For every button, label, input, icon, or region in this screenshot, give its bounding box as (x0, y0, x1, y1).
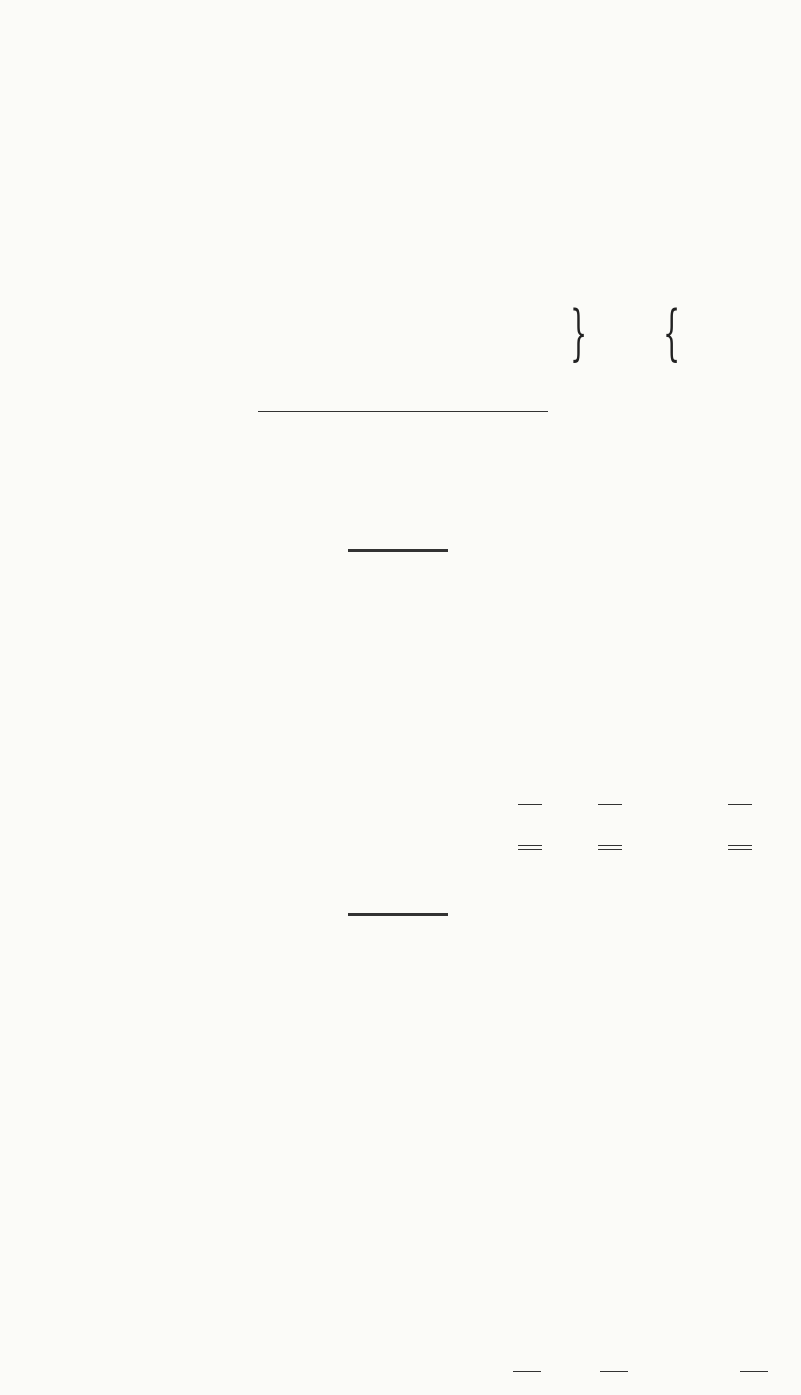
double-rule (598, 845, 622, 846)
brace-left-icon: { (663, 298, 681, 368)
double-rule (518, 845, 542, 846)
sum-rule (740, 1371, 768, 1372)
double-rule (518, 849, 542, 850)
sum-rule (518, 804, 542, 805)
double-rule (598, 849, 622, 850)
sum-rule (513, 1371, 541, 1372)
brace-right-icon: } (570, 298, 588, 368)
double-rule (728, 849, 752, 850)
sum-rule (600, 1371, 628, 1372)
sum-rule (728, 804, 752, 805)
section-divider (348, 549, 448, 552)
section-divider (348, 913, 448, 916)
sum-rule (598, 804, 622, 805)
double-rule (728, 845, 752, 846)
section-divider (258, 411, 548, 412)
